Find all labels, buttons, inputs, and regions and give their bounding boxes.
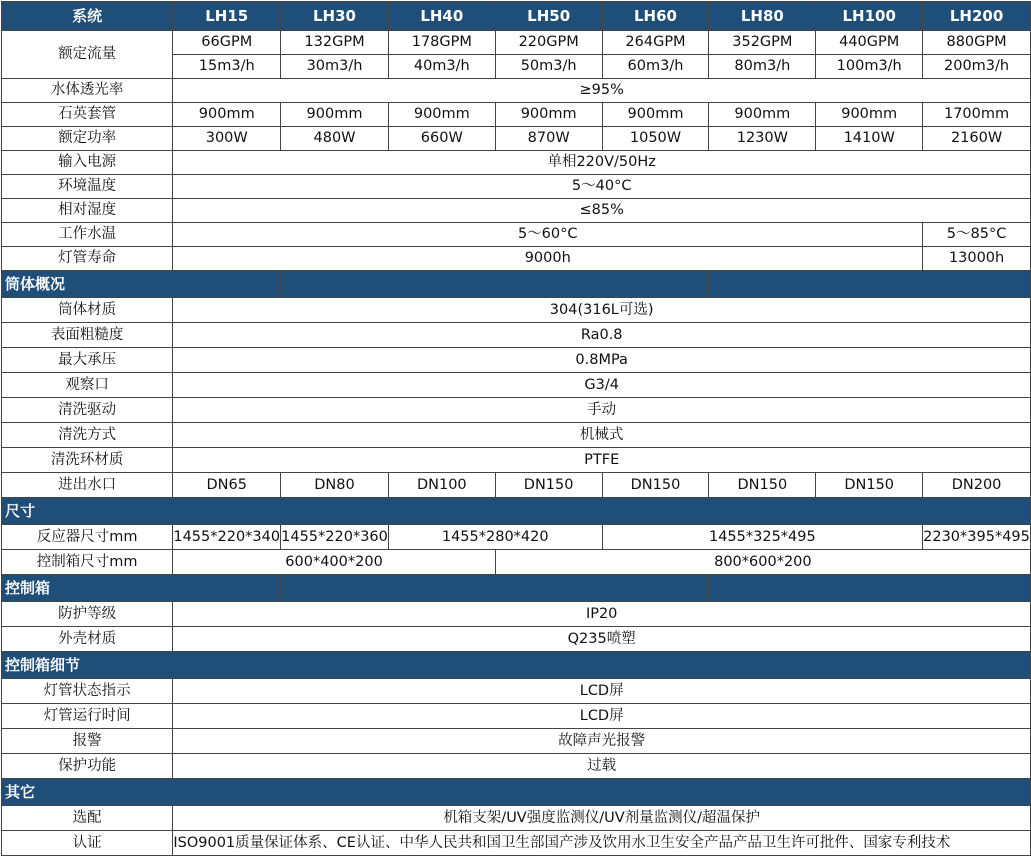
- table-cell: 机械式: [173, 423, 1031, 448]
- row-label: 工作水温: [2, 223, 173, 247]
- table-cell: ≤85%: [173, 199, 1031, 223]
- row-label: 清洗驱动: [2, 398, 173, 423]
- section-header-row: [2, 271, 1031, 298]
- table-cell: 5～60°C: [173, 223, 923, 247]
- table-cell: 900mm: [281, 103, 389, 127]
- table-row: [2, 525, 1031, 550]
- table-cell: 60m3/h: [602, 55, 709, 79]
- table-cell: 机箱支架/UV强度监测仪/UV剂量监测仪/超温保护: [173, 806, 1031, 831]
- table-cell: ≥95%: [173, 79, 1031, 103]
- table-cell: 300W: [173, 127, 281, 151]
- table-row: [2, 223, 1031, 247]
- table-cell: DN80: [281, 473, 389, 498]
- row-label: 报警: [2, 729, 173, 754]
- section-header-row: [2, 575, 1031, 602]
- section-title: 控制箱: [2, 575, 281, 602]
- table-cell: 1455*325*495: [602, 525, 923, 550]
- row-label: 保护功能: [2, 754, 173, 779]
- model-header: LH100: [816, 2, 923, 31]
- table-cell: 100m3/h: [816, 55, 923, 79]
- row-label: 石英套管: [2, 103, 173, 127]
- table-row: [2, 831, 1031, 856]
- table-cell: 178GPM: [388, 31, 495, 55]
- table-cell: DN65: [173, 473, 281, 498]
- table-cell: 过载: [173, 754, 1031, 779]
- table-cell: 13000h: [923, 247, 1031, 271]
- table-cell: 1050W: [602, 127, 709, 151]
- table-cell: 1230W: [709, 127, 816, 151]
- table-cell: 200m3/h: [923, 55, 1031, 79]
- table-row: [2, 199, 1031, 223]
- table-cell: Ra0.8: [173, 323, 1031, 348]
- table-row: [2, 679, 1031, 704]
- model-header: LH80: [709, 2, 816, 31]
- table-cell: 1455*280*420: [388, 525, 602, 550]
- table-cell: 1455*220*360: [281, 525, 389, 550]
- table-row: [2, 806, 1031, 831]
- table-cell: 880GPM: [923, 31, 1031, 55]
- table-row: [2, 175, 1031, 199]
- row-label: 清洗环材质: [2, 448, 173, 473]
- table-cell: 900mm: [602, 103, 709, 127]
- row-label: 额定功率: [2, 127, 173, 151]
- section-title: 尺寸: [2, 498, 1031, 525]
- table-cell: 15m3/h: [173, 55, 281, 79]
- section-header-row: [2, 652, 1031, 679]
- section-filler: [709, 271, 1031, 298]
- row-label: 灯管状态指示: [2, 679, 173, 704]
- table-row: [2, 423, 1031, 448]
- table-row: [2, 550, 1031, 575]
- row-label: 进出水口: [2, 473, 173, 498]
- table-row: [2, 398, 1031, 423]
- model-header: LH50: [495, 2, 602, 31]
- row-label: 表面粗糙度: [2, 323, 173, 348]
- table-cell: 2160W: [923, 127, 1031, 151]
- table-cell: DN150: [816, 473, 923, 498]
- table-row: [2, 627, 1031, 652]
- table-row: [2, 127, 1031, 151]
- table-cell: 30m3/h: [281, 55, 389, 79]
- table-cell: 单相220V/50Hz: [173, 151, 1031, 175]
- row-label: 水体透光率: [2, 79, 173, 103]
- table-cell: 0.8MPa: [173, 348, 1031, 373]
- row-label: 反应器尺寸mm: [2, 525, 173, 550]
- header-label: 系统: [2, 2, 173, 31]
- model-header: LH30: [281, 2, 389, 31]
- section-header-row: [2, 779, 1031, 806]
- table-cell: 900mm: [173, 103, 281, 127]
- table-row: [2, 348, 1031, 373]
- table-cell: 5～85°C: [923, 223, 1031, 247]
- row-label: 认证: [2, 831, 173, 856]
- table-cell: 600*400*200: [173, 550, 495, 575]
- table-cell: 80m3/h: [709, 55, 816, 79]
- row-label: 防护等级: [2, 602, 173, 627]
- section-title: 其它: [2, 779, 1031, 806]
- table-cell: 132GPM: [281, 31, 389, 55]
- table-cell: DN100: [388, 473, 495, 498]
- table-row: [2, 704, 1031, 729]
- section-filler: [281, 271, 709, 298]
- table-row: [2, 103, 1031, 127]
- section-header-row: [2, 498, 1031, 525]
- table-cell: 440GPM: [816, 31, 923, 55]
- table-cell: DN150: [709, 473, 816, 498]
- table-row: [2, 151, 1031, 175]
- table-cell: 480W: [281, 127, 389, 151]
- table-row: [2, 298, 1031, 323]
- table-cell: 352GPM: [709, 31, 816, 55]
- table-cell: DN200: [923, 473, 1031, 498]
- row-label: 控制箱尺寸mm: [2, 550, 173, 575]
- table-cell: Q235喷塑: [173, 627, 1031, 652]
- model-header: LH15: [173, 2, 281, 31]
- table-cell: 40m3/h: [388, 55, 495, 79]
- table-cell: 264GPM: [602, 31, 709, 55]
- table-row: [2, 754, 1031, 779]
- table-cell: 220GPM: [495, 31, 602, 55]
- table-cell: DN150: [602, 473, 709, 498]
- table-cell: IP20: [173, 602, 1031, 627]
- table-cell: 5～40°C: [173, 175, 1031, 199]
- table-row: [2, 602, 1031, 627]
- table-cell: LCD屏: [173, 704, 1031, 729]
- table-cell: 手动: [173, 398, 1031, 423]
- row-label: 灯管运行时间: [2, 704, 173, 729]
- table-row: [2, 323, 1031, 348]
- table-row: [2, 448, 1031, 473]
- section-filler: [709, 575, 1031, 602]
- row-label: 选配: [2, 806, 173, 831]
- model-header: LH200: [923, 2, 1031, 31]
- row-label: 筒体材质: [2, 298, 173, 323]
- table-cell: ISO9001质量保证体系、CE认证、中华人民共和国卫生部国产涉及饮用水卫生安全产品产品卫生许可批件、国家专利技术: [173, 831, 1031, 856]
- table-cell: 900mm: [816, 103, 923, 127]
- table-cell: G3/4: [173, 373, 1031, 398]
- table-cell: 故障声光报警: [173, 729, 1031, 754]
- table-cell: PTFE: [173, 448, 1031, 473]
- table-row: [2, 31, 1031, 55]
- table-cell: 9000h: [173, 247, 923, 271]
- row-label: 外壳材质: [2, 627, 173, 652]
- model-header: LH40: [388, 2, 495, 31]
- table-row: [2, 729, 1031, 754]
- table-cell: DN150: [495, 473, 602, 498]
- row-label: 清洗方式: [2, 423, 173, 448]
- row-label: 观察口: [2, 373, 173, 398]
- table-cell: 50m3/h: [495, 55, 602, 79]
- table-cell: 1410W: [816, 127, 923, 151]
- row-label: 最大承压: [2, 348, 173, 373]
- header-row: [2, 2, 1031, 31]
- row-label: 环境温度: [2, 175, 173, 199]
- table-cell: 66GPM: [173, 31, 281, 55]
- table-cell: 900mm: [388, 103, 495, 127]
- model-header: LH60: [602, 2, 709, 31]
- row-label: 相对湿度: [2, 199, 173, 223]
- section-filler: [281, 575, 709, 602]
- row-label: 输入电源: [2, 151, 173, 175]
- row-label: 灯管寿命: [2, 247, 173, 271]
- table-cell: 1700mm: [923, 103, 1031, 127]
- spec-table: [1, 1, 1031, 856]
- table-row: [2, 373, 1031, 398]
- table-cell: 900mm: [709, 103, 816, 127]
- table-cell: 800*600*200: [495, 550, 1030, 575]
- table-cell: 870W: [495, 127, 602, 151]
- table-cell: 1455*220*340: [173, 525, 281, 550]
- section-title: 控制箱细节: [2, 652, 1031, 679]
- table-cell: LCD屏: [173, 679, 1031, 704]
- table-row: [2, 247, 1031, 271]
- table-cell: 660W: [388, 127, 495, 151]
- table-row: [2, 473, 1031, 498]
- section-title: 筒体概况: [2, 271, 281, 298]
- table-cell: 304(316L可选): [173, 298, 1031, 323]
- table-cell: 2230*395*495: [923, 525, 1031, 550]
- table-cell: 900mm: [495, 103, 602, 127]
- table-row: [2, 79, 1031, 103]
- row-label: 额定流量: [2, 31, 173, 79]
